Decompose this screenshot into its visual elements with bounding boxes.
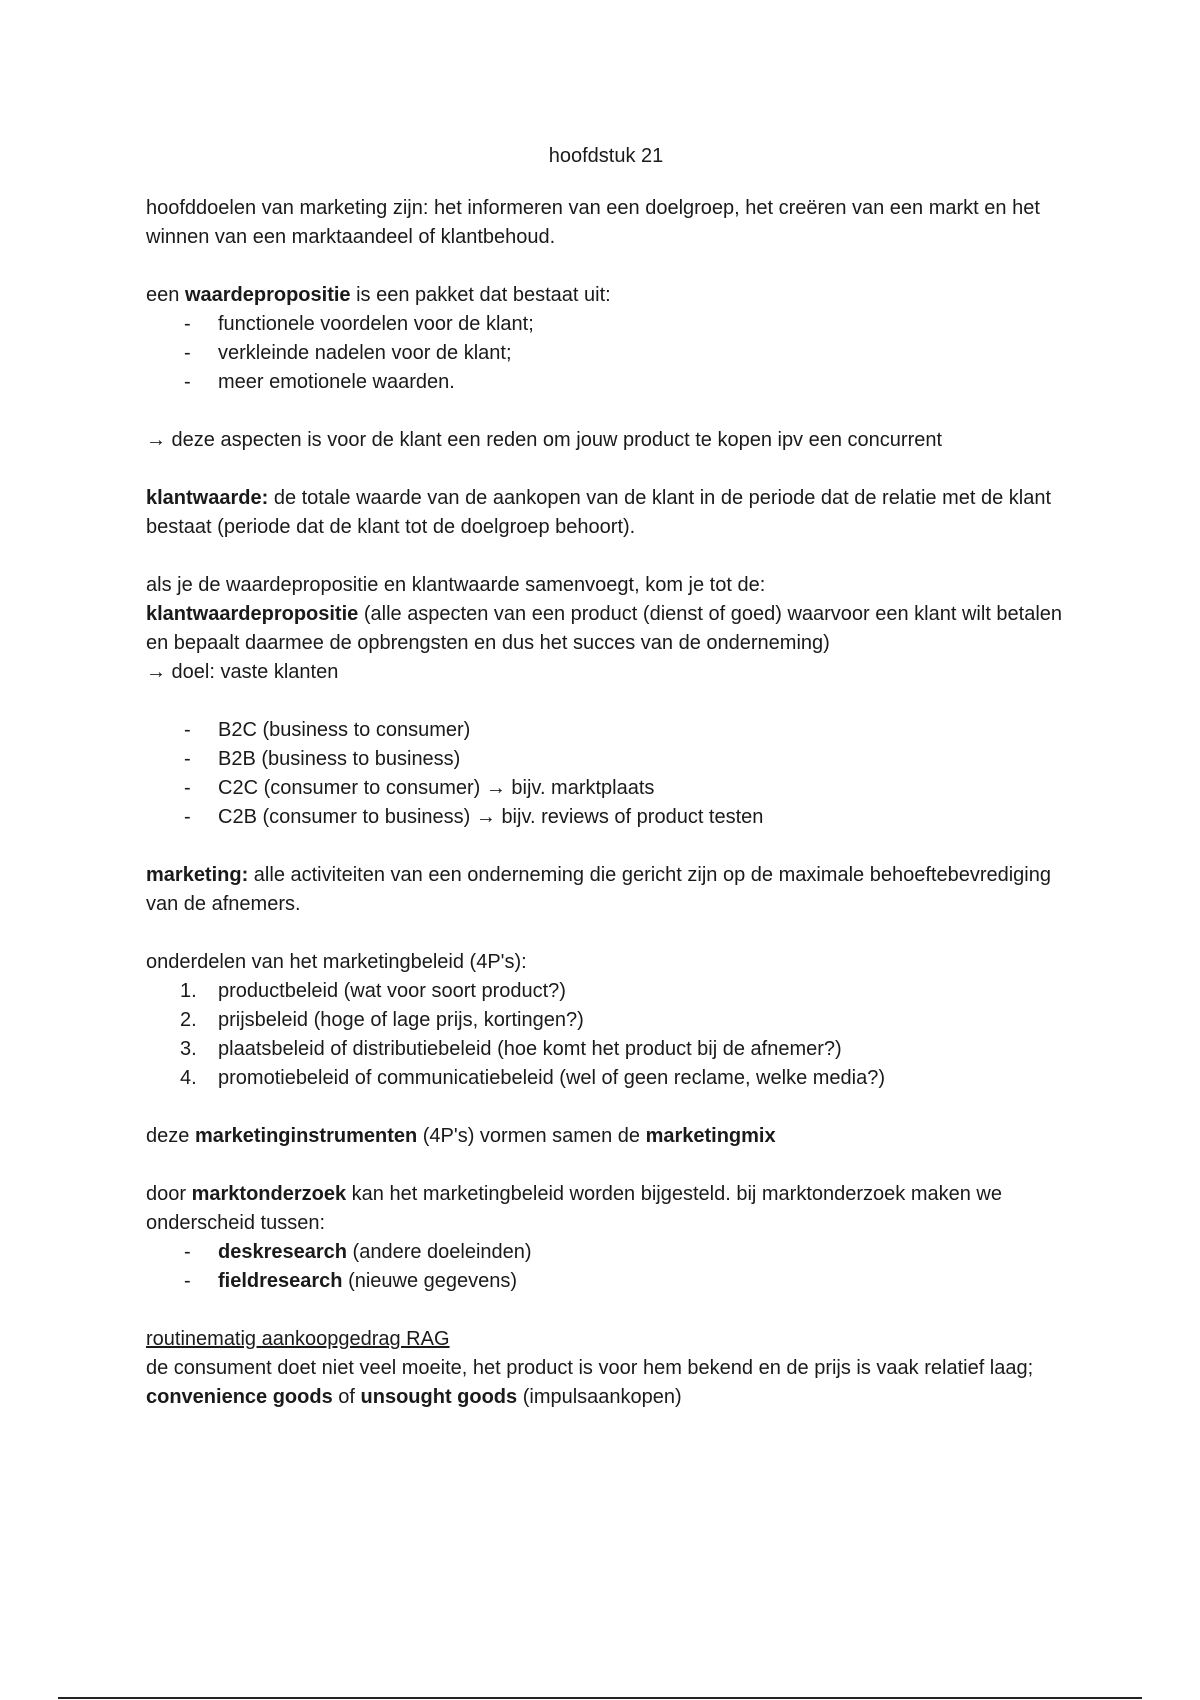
term-marketinginstrumenten: marketinginstrumenten xyxy=(194,1125,418,1147)
research-list xyxy=(146,1238,1066,1296)
paragraph-klantwaarde: klantwaarde: de totale waarde van de aankopen van de klant in de periode dat de relatie met de klant bestaat (periode dat de klant tot de doelgroep behoort). xyxy=(146,487,1052,538)
list-item: 2. prijsbeleid (hoge of lage prijs, kortingen?) xyxy=(180,1009,584,1031)
relations-list xyxy=(146,716,1066,832)
list-item: 3. plaatsbeleid of distributiebeleid (hoe komt het product bij de afnemer?) xyxy=(180,1038,842,1060)
paragraph-arrow-reason: → deze aspecten is voor de klant een reden om jouw product te kopen ipv een concurrent xyxy=(146,429,943,451)
list-item: 1. productbeleid (wat voor soort product?) xyxy=(180,980,566,1002)
list-item: - B2C (business to consumer) xyxy=(184,719,471,741)
paragraph-marketing-mix: deze marketinginstrumenten (4P's) vormen samen de marketingmix xyxy=(146,1125,776,1147)
paragraph-value-proposition: een waardepropositie is een pakket dat bestaat uit: xyxy=(146,284,611,306)
list-item: - C2B (consumer to business) → bijv. reviews of product testen xyxy=(184,806,764,828)
paragraph-kwp-intro: als je de waardepropositie en klantwaarde samenvoegt, kom je tot de: xyxy=(146,574,766,596)
paragraph-main-goals: hoofddoelen van marketing zijn: het informeren van een doelgroep, het creëren van een markt en het winnen van een marktaandeel of klantbehoud. xyxy=(146,197,1040,248)
paragraph-policy-intro: onderdelen van het marketingbeleid (4P's): xyxy=(146,951,527,973)
term-klantwaarde: klantwaarde: xyxy=(146,487,269,509)
term-klantwaardepropositie: klantwaardepropositie xyxy=(146,603,359,625)
list-item: - B2B (business to business) xyxy=(184,748,461,770)
term-marketingmix: marketingmix xyxy=(645,1125,776,1147)
value-proposition-list xyxy=(146,310,1066,397)
list-item: - verkleinde nadelen voor de klant; xyxy=(184,342,512,364)
page-title: hoofdstuk 21 xyxy=(548,145,664,167)
list-item: - meer emotionele waarden. xyxy=(184,371,455,393)
term-marktonderzoek: marktonderzoek xyxy=(191,1183,347,1205)
list-item: - fieldresearch (nieuwe gegevens) xyxy=(184,1270,518,1292)
list-item: - C2C (consumer to consumer) → bijv. marktplaats xyxy=(184,777,655,799)
term-unsought-goods: unsought goods xyxy=(360,1386,518,1408)
list-item: 4. promotiebeleid of communicatiebeleid (wel of geen reclame, welke media?) xyxy=(180,1067,886,1089)
term-marketing: marketing: xyxy=(146,864,249,886)
heading-rag: routinematig aankoopgedrag RAG xyxy=(146,1328,450,1350)
bottom-rule xyxy=(58,1697,1142,1699)
term-waardepropositie: waardepropositie xyxy=(184,284,351,306)
term-convenience-goods: convenience goods xyxy=(146,1386,333,1408)
paragraph-marketing: marketing: alle activiteiten van een onderneming die gericht zijn op de maximale behoeftebevrediging van de afnemers. xyxy=(146,864,1051,915)
document-page xyxy=(146,140,1066,1412)
paragraph-market-research: door marktonderzoek kan het marketingbeleid worden bijgesteld. bij marktonderzoek maken we onderscheid tussen: xyxy=(146,1183,1003,1234)
paragraph-rag: de consument doet niet veel moeite, het product is voor hem bekend en de prijs is vaak relatief laag; convenience goods of unsought goods (impulsaankopen) xyxy=(146,1357,1034,1408)
paragraph-klantwaardepropositie: klantwaardepropositie (alle aspecten van een product (dienst of goed) waarvoor een klant wilt betalen en bepaalt daarmee de opbrengsten en dus het succes van de onderneming) xyxy=(146,603,1063,654)
policy-list xyxy=(146,977,1066,1093)
list-item: - functionele voordelen voor de klant; xyxy=(184,313,534,335)
paragraph-goal: → doel: vaste klanten xyxy=(146,661,339,683)
list-item: - deskresearch (andere doeleinden) xyxy=(184,1241,532,1263)
